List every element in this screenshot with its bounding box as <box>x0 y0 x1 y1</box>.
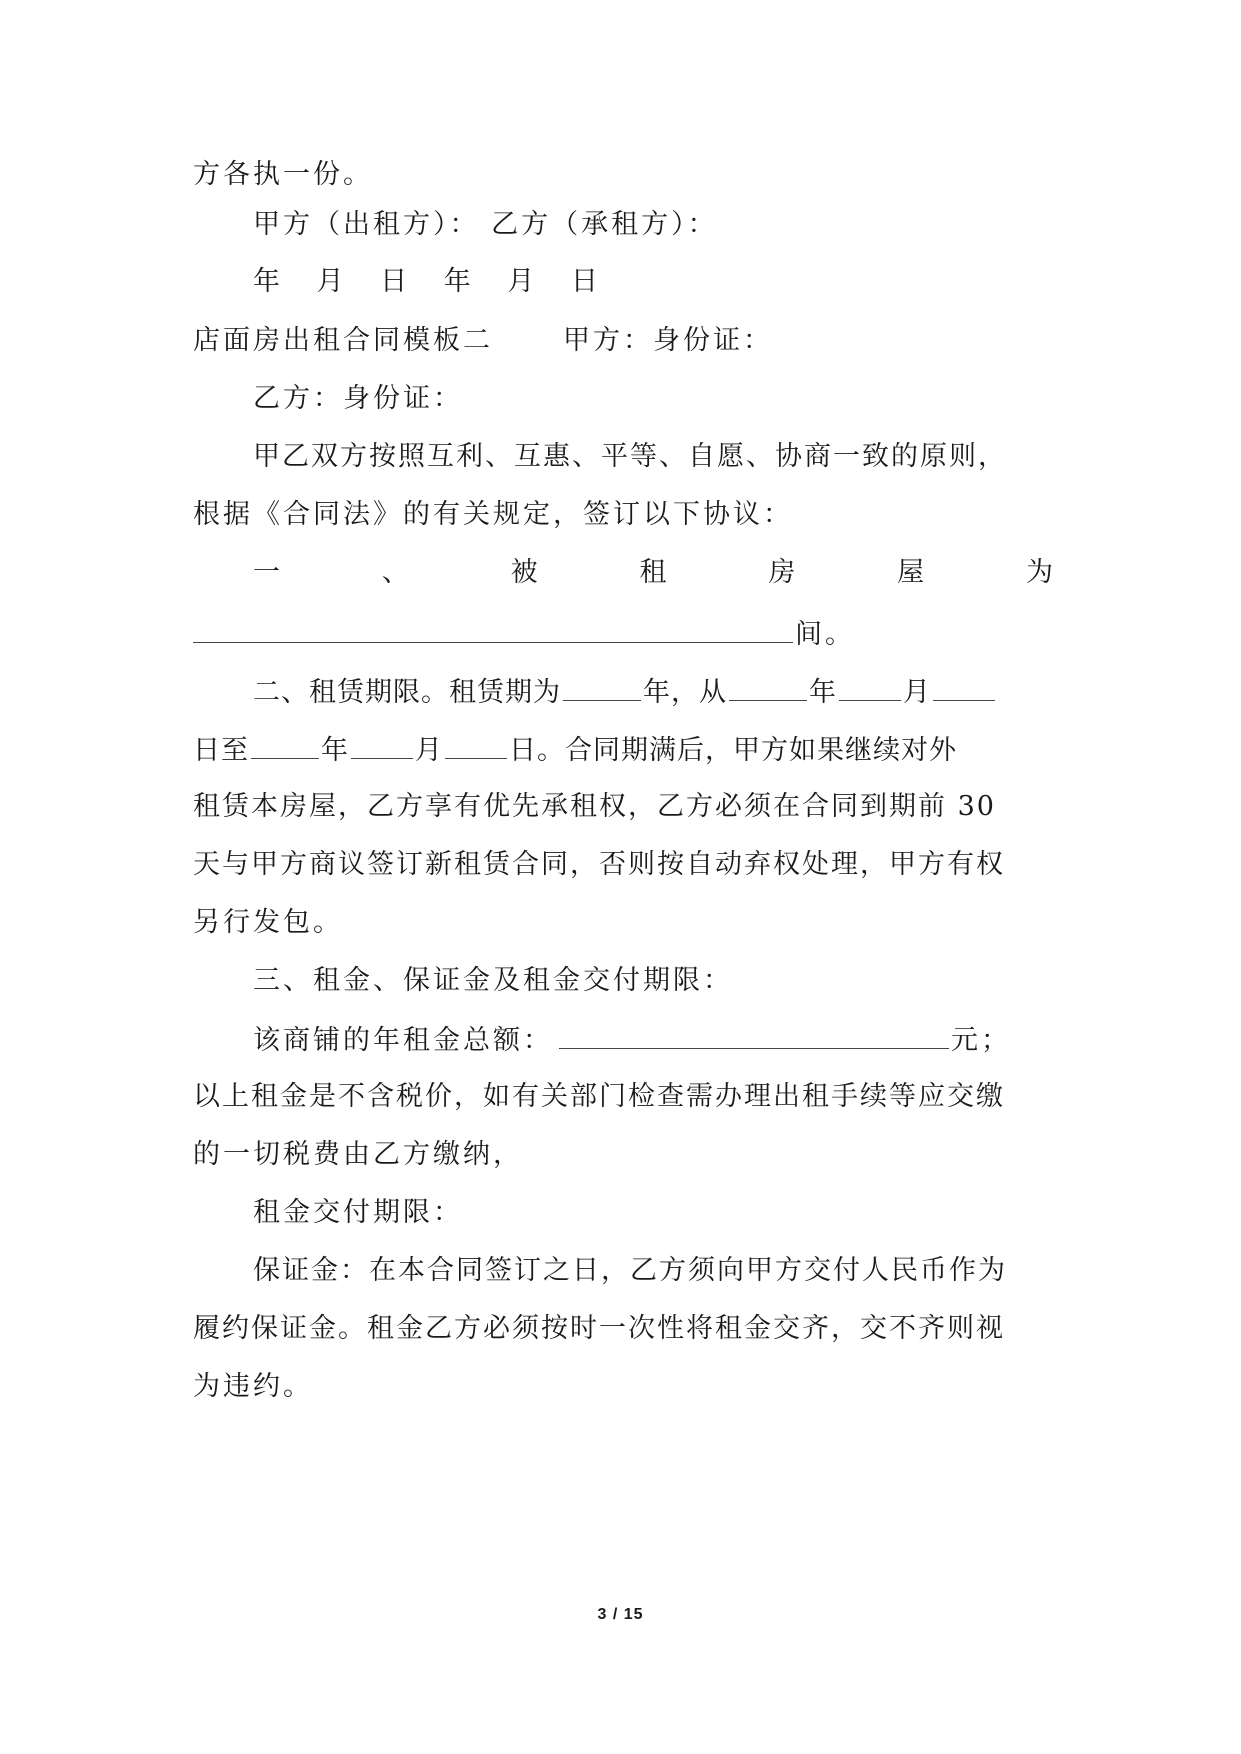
para-line-1: 方各执一份。 <box>193 159 373 190</box>
para-principle-2: 根据《合同法》的有关规定，签订以下协议： <box>193 499 793 530</box>
text-seg: 年 <box>321 735 349 766</box>
clause-1-fill <box>193 616 855 652</box>
spread-char: 房 <box>768 557 796 588</box>
para-principle-1: 甲乙双方按照互利、互惠、平等、自愿、协商一致的原则， <box>253 441 1007 472</box>
spread-char: 、 <box>381 557 409 588</box>
blank-underline <box>445 732 507 759</box>
clause-2-line-3: 租赁本房屋，乙方享有优先承租权，乙方必须在合同到期前 30 <box>193 791 996 822</box>
blank-underline <box>563 674 641 701</box>
spread-char: 一 <box>253 557 280 588</box>
party-a-id: 甲方：身份证： <box>563 325 773 356</box>
annual-rent-line <box>253 1022 1011 1058</box>
tax-line-2: 的一切税费由乙方缴纳， <box>193 1139 523 1170</box>
blank-underline <box>933 674 995 701</box>
spread-char: 为 <box>1025 557 1053 588</box>
blank-underline <box>559 1022 949 1049</box>
text-seg: 日至 <box>193 735 249 766</box>
text-seg: 年，从 <box>643 677 727 708</box>
party-b-id: 乙方：身份证： <box>253 383 463 414</box>
blank-underline <box>251 732 319 759</box>
spread-char: 屋 <box>897 557 925 588</box>
text-seg: 月 <box>415 735 443 766</box>
text-seg: 年 <box>809 677 837 708</box>
clause-3-heading: 三、租金、保证金及租金交付期限： <box>253 965 733 996</box>
template-title: 店面房出租合同模板二 <box>193 325 493 356</box>
text-seg: 日。合同期满后，甲方如果继续对外 <box>509 735 957 766</box>
section-heading-line <box>193 324 773 358</box>
spread-char: 租 <box>639 557 667 588</box>
blank-underline <box>351 732 413 759</box>
clause-1-end: 间。 <box>795 619 855 650</box>
clause-1-spread <box>253 556 1053 590</box>
deposit-line-2: 履约保证金。租金乙方必须按时一次性将租金交齐，交不齐则视 <box>193 1313 1005 1344</box>
deposit-line-1: 保证金：在本合同签订之日，乙方须向甲方交付人民币作为 <box>253 1255 1007 1286</box>
text-seg: 该商铺的年租金总额： <box>253 1025 553 1056</box>
clause-2-line-1 <box>253 674 997 710</box>
spread-char: 被 <box>510 557 538 588</box>
page-number: 3 / 15 <box>597 1606 644 1623</box>
blank-underline <box>839 674 901 701</box>
tax-line-1: 以上租金是不含税价，如有关部门检查需办理出租手续等应交缴 <box>193 1081 1005 1112</box>
clause-2-line-4: 天与甲方商议签订新租赁合同，否则按自动弃权处理，甲方有权 <box>193 849 1005 880</box>
text-seg: 月 <box>903 677 931 708</box>
clause-2-line-2 <box>193 732 957 768</box>
blank-underline <box>193 616 793 643</box>
rent-payment-term: 租金交付期限： <box>253 1197 463 1228</box>
deposit-line-3: 为违约。 <box>193 1371 313 1402</box>
blank-underline <box>729 674 807 701</box>
signature-dates: 年 月 日 年 月 日 <box>253 266 612 297</box>
signature-parties: 甲方（出租方）： 乙方（承租方）： <box>253 209 718 240</box>
text-seg: 二、租赁期限。租赁期为 <box>253 677 561 708</box>
clause-2-line-5: 另行发包。 <box>193 907 343 938</box>
text-seg: 元； <box>951 1025 1011 1056</box>
